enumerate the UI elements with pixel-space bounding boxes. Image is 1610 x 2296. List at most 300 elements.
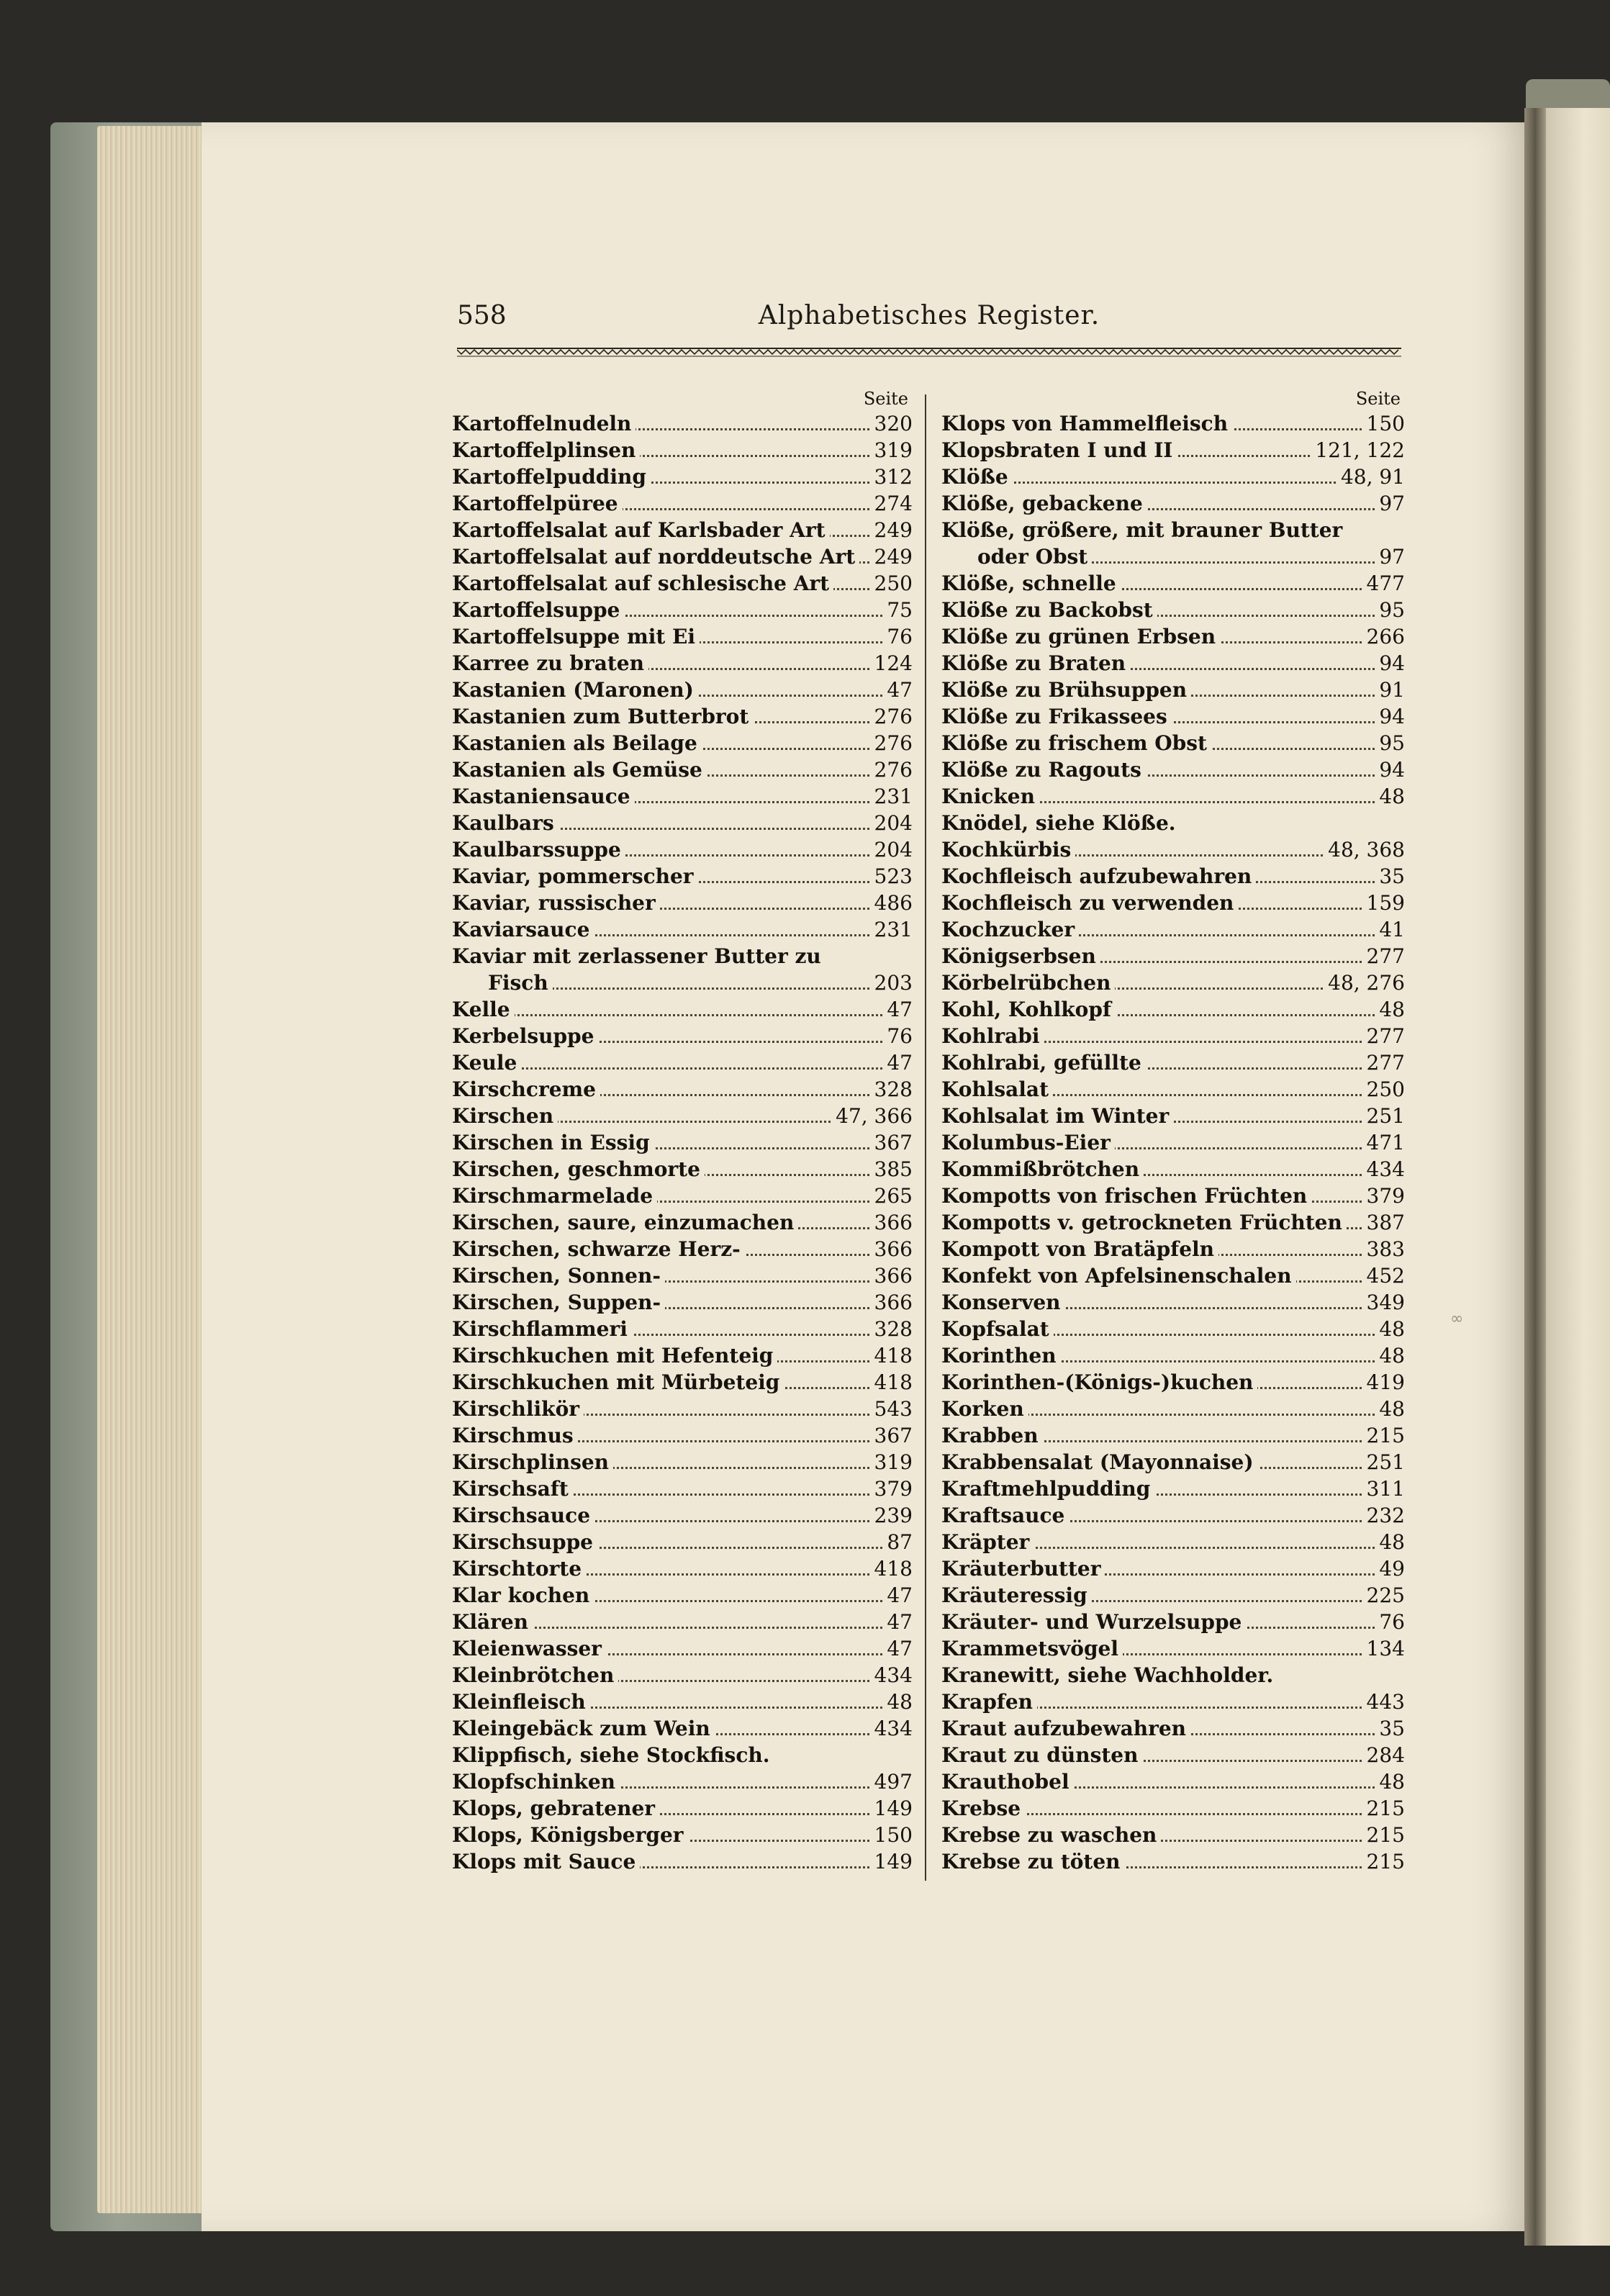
index-entry (452, 1822, 913, 1848)
entry-pages: 48 (1375, 1529, 1405, 1555)
entry-pages: 35 (1375, 1715, 1405, 1742)
index-entry (452, 490, 913, 517)
entry-pages: 249 (870, 517, 913, 543)
index-entry (452, 730, 913, 756)
index-entry (452, 437, 913, 464)
index-entry (452, 543, 913, 570)
entry-pages: 95 (1375, 597, 1405, 623)
index-entry (941, 490, 1405, 517)
entry-name: Kartoffelsuppe mit Ei (452, 625, 700, 648)
index-entry (941, 730, 1405, 756)
entry-pages: 48 (1375, 1768, 1405, 1795)
index-entry (941, 570, 1405, 597)
index-entry (452, 1529, 913, 1555)
entry-pages: 215 (1362, 1848, 1405, 1875)
entry-pages: 97 (1375, 543, 1405, 570)
entry-pages: 349 (1362, 1289, 1405, 1316)
index-entry (941, 517, 1405, 543)
index-entry (452, 1262, 913, 1289)
entry-name: Kirschsauce (452, 1504, 594, 1527)
index-entry (452, 1689, 913, 1715)
index-entry (452, 756, 913, 783)
entry-name: Kirschen, geschmorte (452, 1157, 705, 1181)
index-entry (452, 1582, 913, 1609)
entry-name: Kochfleisch aufzubewahren (941, 864, 1256, 888)
index-entry (941, 1422, 1405, 1449)
entry-name: Kirschkuchen mit Hefenteig (452, 1344, 777, 1368)
index-entry (941, 703, 1405, 730)
entry-pages: 94 (1375, 756, 1405, 783)
index-entry (941, 1742, 1405, 1768)
index-entry (452, 996, 913, 1023)
entry-name: Kleienwasser (452, 1637, 606, 1660)
entry-name: Kirschen, schwarze Herz- (452, 1237, 745, 1261)
entry-name: Kastanien (Maronen) (452, 678, 698, 702)
entry-list (941, 410, 1405, 1875)
entry-pages: 134 (1362, 1635, 1405, 1662)
entry-pages: 87 (882, 1529, 913, 1555)
entry-pages: 75 (882, 597, 913, 623)
index-entry (452, 1502, 913, 1529)
index-entry (941, 890, 1405, 916)
entry-pages: 523 (870, 863, 913, 890)
entry-pages: 47, 366 (831, 1103, 913, 1129)
index-entry (941, 996, 1405, 1023)
entry-name: Krebse zu waschen (941, 1823, 1161, 1847)
page-edges (97, 126, 216, 2213)
entry-name: Klöße zu frischem Obst (941, 731, 1211, 755)
entry-name: Kirschflammeri (452, 1317, 632, 1341)
entry-name: Kochkürbis (941, 838, 1075, 862)
entry-pages: 366 (870, 1262, 913, 1289)
entry-pages: 320 (870, 410, 913, 437)
index-entry (941, 1768, 1405, 1795)
entry-name: Kompott von Bratäpfeln (941, 1237, 1218, 1261)
index-entry (452, 863, 913, 890)
entry-pages: 204 (870, 836, 913, 863)
dot-leader (452, 1067, 913, 1070)
index-entry (452, 1156, 913, 1183)
entry-name: Klippfisch, siehe Stockfisch. (452, 1743, 774, 1767)
entry-name: Kirschen, saure, einzumachen (452, 1211, 798, 1234)
entry-name: Krabben (941, 1424, 1043, 1447)
entry-name: Kartoffelnudeln (452, 412, 636, 435)
index-entry (452, 1209, 913, 1236)
index-entry (941, 863, 1405, 890)
dot-leader (452, 1014, 913, 1016)
entry-name: Konfekt von Apfelsinenschalen (941, 1264, 1296, 1288)
entry-pages: 159 (1362, 890, 1405, 916)
entry-pages: 48 (1375, 1396, 1405, 1422)
index-entry (452, 703, 913, 730)
entry-pages: 231 (870, 783, 913, 810)
index-entry (452, 1742, 913, 1768)
entry-pages: 41 (1375, 916, 1405, 943)
entry-name: Kirschen, Sonnen- (452, 1264, 665, 1288)
entry-name: Korinthen (941, 1344, 1061, 1368)
index-entry (941, 756, 1405, 783)
entry-name: Kastanien als Gemüse (452, 758, 707, 782)
entry-pages: 48 (1375, 783, 1405, 810)
index-entry (941, 1689, 1405, 1715)
index-entry (452, 1076, 913, 1103)
index-entry (941, 1609, 1405, 1635)
index-entry (941, 1049, 1405, 1076)
entry-pages: 149 (870, 1848, 913, 1875)
column-divider (925, 394, 926, 1881)
index-entry (452, 1449, 913, 1475)
entry-pages: 366 (870, 1289, 913, 1316)
entry-name: Kirschsuppe (452, 1530, 597, 1554)
entry-name: Körbelrübchen (941, 971, 1115, 995)
index-entry (452, 783, 913, 810)
index-entry (941, 623, 1405, 650)
entry-pages: 471 (1362, 1129, 1405, 1156)
entry-name: Kirschmarmelade (452, 1184, 657, 1208)
entry-pages: 311 (1362, 1475, 1405, 1502)
entry-name: Kraftmehlpudding (941, 1477, 1154, 1501)
book-gutter (1524, 108, 1546, 2246)
index-entry (941, 836, 1405, 863)
entry-pages: 47 (882, 1582, 913, 1609)
entry-name: Kirschmus (452, 1424, 578, 1447)
entry-name: Kirschlikör (452, 1397, 584, 1421)
entry-name: Kaviar, pommerscher (452, 864, 698, 888)
entry-name: Konserven (941, 1291, 1065, 1314)
entry-pages: 434 (870, 1715, 913, 1742)
entry-pages: 48 (1375, 1342, 1405, 1369)
entry-pages: 48, 368 (1324, 836, 1405, 863)
entry-pages: 312 (870, 464, 913, 490)
index-entry (941, 970, 1405, 996)
index-entry (941, 1342, 1405, 1369)
entry-pages: 91 (1375, 677, 1405, 703)
index-entry (452, 677, 913, 703)
entry-pages: 249 (870, 543, 913, 570)
entry-name: Kirschcreme (452, 1077, 600, 1101)
entry-name: Kirschkuchen mit Mürbeteig (452, 1370, 784, 1394)
index-entry (452, 1795, 913, 1822)
index-entry (452, 1768, 913, 1795)
index-entry (452, 1609, 913, 1635)
entry-pages: 48, 276 (1324, 970, 1405, 996)
entry-name: Kartoffelpudding (452, 465, 651, 489)
index-entry (941, 1183, 1405, 1209)
entry-name: Kräuter- und Wurzelsuppe (941, 1610, 1246, 1634)
index-entry (452, 1715, 913, 1742)
index-entry (941, 1555, 1405, 1582)
entry-name: Kranewitt, siehe Wachholder. (941, 1663, 1277, 1687)
entry-name: Kochzucker (941, 918, 1079, 941)
index-entry (941, 1316, 1405, 1342)
entry-pages: 203 (870, 970, 913, 996)
index-entry (452, 1475, 913, 1502)
entry-name: oder Obst (941, 545, 1092, 569)
index-entry (452, 1289, 913, 1316)
entry-pages: 319 (870, 1449, 913, 1475)
entry-pages: 434 (1362, 1156, 1405, 1183)
entry-pages: 265 (870, 1183, 913, 1209)
index-entry (941, 1209, 1405, 1236)
entry-pages: 277 (1362, 943, 1405, 970)
index-entry (941, 1502, 1405, 1529)
index-entry (452, 597, 913, 623)
entry-name: Krammetsvögel (941, 1637, 1123, 1660)
entry-pages: 48 (882, 1689, 913, 1715)
entry-name: Keule (452, 1051, 521, 1075)
entry-name: Klopfschinken (452, 1770, 620, 1794)
entry-name: Klöße zu Braten (941, 651, 1130, 675)
entry-pages: 477 (1362, 570, 1405, 597)
entry-name: Fisch (452, 971, 553, 995)
index-entry (452, 943, 913, 970)
index-entry (941, 410, 1405, 437)
entry-pages: 76 (882, 1023, 913, 1049)
index-entry (452, 1236, 913, 1262)
entry-pages: 383 (1362, 1236, 1405, 1262)
index-entry (452, 1023, 913, 1049)
entry-name: Kräpter (941, 1530, 1034, 1554)
entry-name: Klops, Königsberger (452, 1823, 688, 1847)
entry-pages: 76 (1375, 1609, 1405, 1635)
index-entry (452, 810, 913, 836)
index-column-right (941, 389, 1405, 1875)
entry-name: Kaviarsauce (452, 918, 594, 941)
entry-pages: 319 (870, 437, 913, 464)
index-entry (452, 1396, 913, 1422)
entry-pages: 452 (1362, 1262, 1405, 1289)
entry-name: Knicken (941, 785, 1039, 808)
entry-name: Kraut zu dünsten (941, 1743, 1142, 1767)
entry-name: Kirschen (452, 1104, 558, 1128)
entry-pages: 49 (1375, 1555, 1405, 1582)
entry-list (452, 410, 913, 1875)
entry-name: Kaulbarssuppe (452, 838, 625, 862)
entry-name: Kohlrabi, gefüllte (941, 1051, 1146, 1075)
index-entry (941, 1262, 1405, 1289)
index-entry (941, 1103, 1405, 1129)
index-entry (941, 1156, 1405, 1183)
entry-pages: 274 (870, 490, 913, 517)
entry-pages: 124 (870, 650, 913, 677)
index-entry (941, 1635, 1405, 1662)
entry-name: Krapfen (941, 1690, 1037, 1714)
entry-pages: 215 (1362, 1822, 1405, 1848)
entry-name: Kräuteressig (941, 1583, 1092, 1607)
index-entry (941, 1662, 1405, 1689)
entry-name: Krebse (941, 1796, 1025, 1820)
entry-pages: 251 (1362, 1449, 1405, 1475)
entry-name: Kolumbus-Eier (941, 1131, 1115, 1154)
entry-pages: 385 (870, 1156, 913, 1183)
index-entry (452, 890, 913, 916)
entry-name: Klops, gebratener (452, 1796, 659, 1820)
index-entry (941, 1795, 1405, 1822)
entry-name: Klöße zu Ragouts (941, 758, 1146, 782)
entry-pages: 47 (882, 1049, 913, 1076)
pencil-mark: ∞ (1450, 1310, 1464, 1328)
entry-pages: 232 (1362, 1502, 1405, 1529)
entry-pages: 215 (1362, 1422, 1405, 1449)
entry-pages: 150 (870, 1822, 913, 1848)
index-entry (452, 1635, 913, 1662)
entry-pages: 76 (882, 623, 913, 650)
entry-pages: 418 (870, 1555, 913, 1582)
entry-name: Klöße zu Backobst (941, 598, 1157, 622)
entry-pages: 276 (870, 703, 913, 730)
entry-name: Kohlsalat (941, 1077, 1053, 1101)
entry-name: Klöße (941, 465, 1013, 489)
entry-name: Kirschen, Suppen- (452, 1291, 665, 1314)
entry-name: Klops von Hammelfleisch (941, 412, 1232, 435)
index-entry (452, 1848, 913, 1875)
entry-name: Kaulbars (452, 811, 558, 835)
entry-pages: 419 (1362, 1369, 1405, 1396)
index-entry (941, 783, 1405, 810)
entry-pages: 379 (1362, 1183, 1405, 1209)
entry-name: Klar kochen (452, 1583, 594, 1607)
entry-name: Kartoffelsalat auf Karlsbader Art (452, 518, 830, 542)
entry-pages: 47 (882, 677, 913, 703)
entry-name: Kirschplinsen (452, 1450, 613, 1474)
running-header (457, 301, 1401, 341)
entry-name: Kraftsauce (941, 1504, 1069, 1527)
index-entry (452, 623, 913, 650)
index-entry (941, 1369, 1405, 1396)
entry-pages: 367 (870, 1422, 913, 1449)
index-entry (941, 1715, 1405, 1742)
entry-name: Kirschen in Essig (452, 1131, 654, 1154)
entry-name: Kartoffelpüree (452, 492, 623, 515)
entry-name: Kleinbrötchen (452, 1663, 618, 1687)
entry-name: Kastanien als Beilage (452, 731, 702, 755)
entry-pages: 95 (1375, 730, 1405, 756)
facing-page-edge (1546, 108, 1610, 2246)
index-entry (452, 1103, 913, 1129)
running-title: Alphabetisches Register. (758, 301, 1100, 330)
entry-name: Kelle (452, 998, 515, 1021)
entry-name: Kompotts von frischen Früchten (941, 1184, 1311, 1208)
entry-name: Kleingebäck zum Wein (452, 1717, 715, 1740)
index-entry (452, 1662, 913, 1689)
entry-pages: 284 (1362, 1742, 1405, 1768)
entry-pages: 387 (1362, 1209, 1405, 1236)
index-entry (941, 1023, 1405, 1049)
index-entry (941, 1449, 1405, 1475)
entry-pages: 94 (1375, 703, 1405, 730)
entry-pages: 443 (1362, 1689, 1405, 1715)
entry-pages: 486 (870, 890, 913, 916)
entry-pages: 121, 122 (1311, 437, 1405, 464)
entry-name: Karree zu braten (452, 651, 648, 675)
entry-name: Klöße zu grünen Erbsen (941, 625, 1220, 648)
entry-name: Klöße zu Frikassees (941, 705, 1172, 728)
page-number: 558 (457, 301, 507, 330)
entry-name: Kraut aufzubewahren (941, 1717, 1190, 1740)
index-entry (941, 1848, 1405, 1875)
index-entry (452, 410, 913, 437)
index-entry (941, 1289, 1405, 1316)
index-entry (941, 1076, 1405, 1103)
index-entry (941, 597, 1405, 623)
entry-pages: 94 (1375, 650, 1405, 677)
entry-name: Knödel, siehe Klöße. (941, 811, 1180, 835)
index-entry (941, 543, 1405, 570)
index-entry (941, 1129, 1405, 1156)
entry-name: Kohl, Kohlkopf (941, 998, 1116, 1021)
entry-name: Kaviar, russischer (452, 891, 660, 915)
entry-pages: 48 (1375, 1316, 1405, 1342)
entry-pages: 48, 91 (1337, 464, 1405, 490)
entry-name: Kleinfleisch (452, 1690, 590, 1714)
index-entry (941, 1475, 1405, 1502)
entry-name: Kirschsaft (452, 1477, 573, 1501)
entry-pages: 276 (870, 730, 913, 756)
entry-pages: 239 (870, 1502, 913, 1529)
index-entry (452, 1422, 913, 1449)
entry-pages: 204 (870, 810, 913, 836)
entry-pages: 48 (1375, 996, 1405, 1023)
entry-name: Kopfsalat (941, 1317, 1054, 1341)
entry-pages: 215 (1362, 1795, 1405, 1822)
entry-name: Krabbensalat (Mayonnaise) (941, 1450, 1258, 1474)
index-column-left (452, 389, 913, 1875)
index-entry (941, 1396, 1405, 1422)
entry-pages: 250 (870, 570, 913, 597)
index-entry (452, 970, 913, 996)
entry-pages: 35 (1375, 863, 1405, 890)
entry-name: Kohlsalat im Winter (941, 1104, 1173, 1128)
entry-name: Kommißbrötchen (941, 1157, 1144, 1181)
entry-name: Korinthen-(Königs-)kuchen (941, 1370, 1257, 1394)
index-entry (452, 1129, 913, 1156)
entry-pages: 47 (882, 1609, 913, 1635)
entry-name: Königserbsen (941, 944, 1100, 968)
entry-pages: 149 (870, 1795, 913, 1822)
entry-name: Kirschtorte (452, 1557, 586, 1581)
entry-name: Kompotts v. getrockneten Früchten (941, 1211, 1347, 1234)
index-entry (452, 916, 913, 943)
entry-pages: 276 (870, 756, 913, 783)
column-heading: Seite (863, 389, 908, 409)
entry-name: Krauthobel (941, 1770, 1074, 1794)
entry-pages: 418 (870, 1369, 913, 1396)
entry-pages: 231 (870, 916, 913, 943)
index-entry (452, 1555, 913, 1582)
entry-name: Kartoffelsalat auf schlesische Art (452, 571, 833, 595)
entry-name: Kohlrabi (941, 1024, 1044, 1048)
index-entry (452, 1369, 913, 1396)
index-entry (941, 916, 1405, 943)
entry-pages: 328 (870, 1316, 913, 1342)
entry-pages: 367 (870, 1129, 913, 1156)
entry-pages: 277 (1362, 1049, 1405, 1076)
entry-pages: 418 (870, 1342, 913, 1369)
entry-pages: 251 (1362, 1103, 1405, 1129)
entry-name: Kastanien zum Butterbrot (452, 705, 753, 728)
column-heading: Seite (1355, 389, 1401, 409)
entry-name: Kastaniensauce (452, 785, 635, 808)
entry-name: Klöße, größere, mit brauner Butter (941, 518, 1347, 542)
entry-name: Kräuterbutter (941, 1557, 1105, 1581)
index-entry (941, 437, 1405, 464)
entry-pages: 225 (1362, 1582, 1405, 1609)
entry-pages: 497 (870, 1768, 913, 1795)
entry-pages: 250 (1362, 1076, 1405, 1103)
index-entry (452, 1342, 913, 1369)
index-entry (941, 943, 1405, 970)
entry-name: Kaviar mit zerlassener Butter zu (452, 944, 826, 968)
